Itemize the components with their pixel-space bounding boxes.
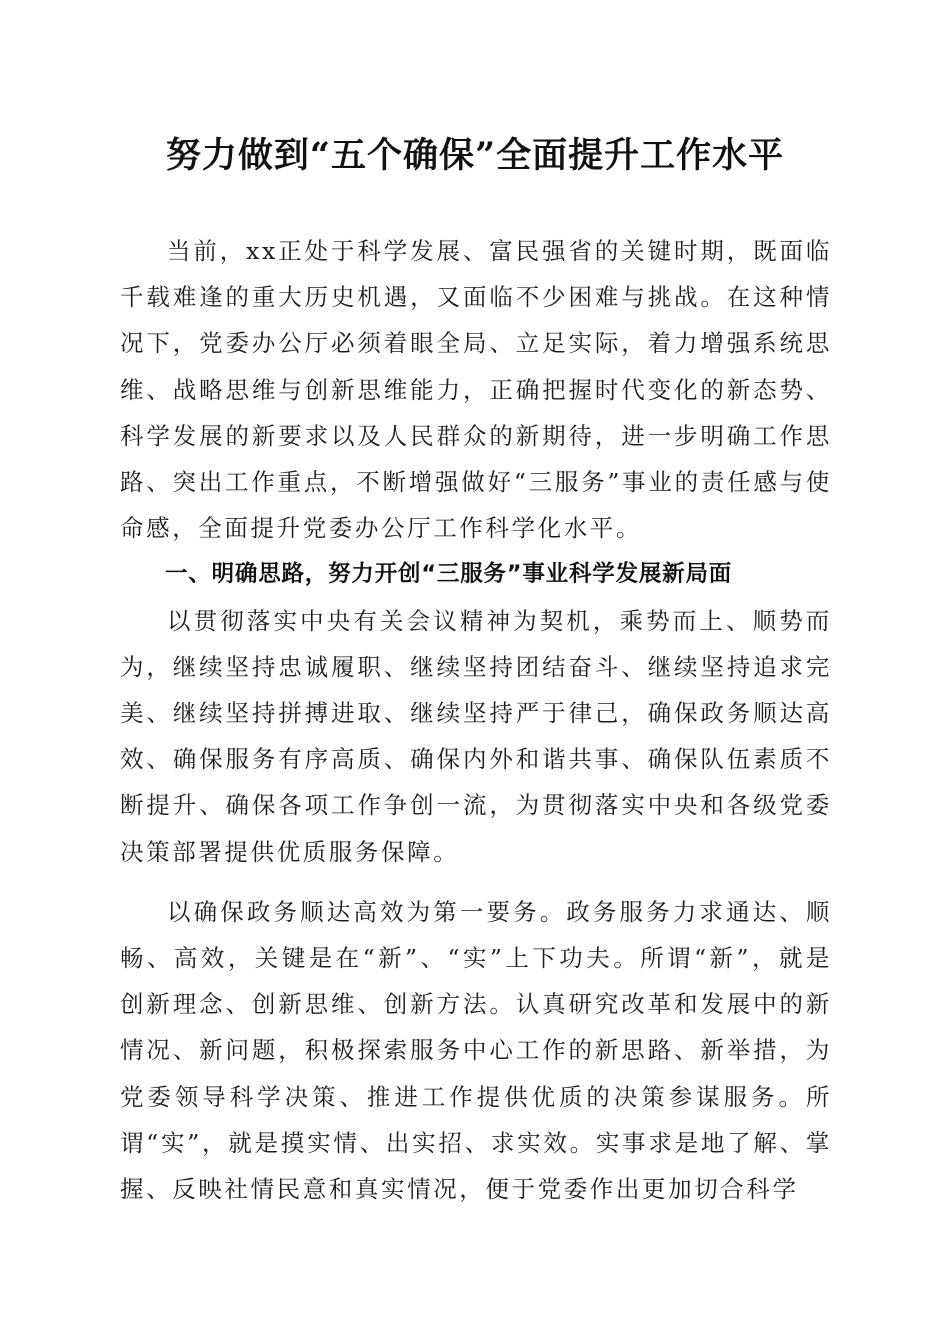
document-title: 努力做到“五个确保”全面提升工作水平 <box>165 135 785 176</box>
document-body <box>120 228 832 1212</box>
body-paragraph: 以确保政务顺达高效为第一要务。政务服务力求通达、顺畅、高效，关键是在“新”、“实”上下功夫。所谓“新”，就是创新理念、创新思维、创新方法。认真研究改革和发展中的新情况、新问题，积极探索服务中心工作的新思路、新举措，为党委领导科学决策、推进工作提供优质的决策参谋服务。所谓“实”，就是摸实情、出实招、求实效。实事求是地了解、掌握、反映社情民意和真实情况，便于党委作出更加切合科学 <box>120 897 832 1204</box>
paragraph-spacer <box>120 875 832 889</box>
section-heading: 一、明确思路，努力开创“三服务”事业科学发展新局面 <box>165 561 733 588</box>
body-paragraph: 以贯彻落实中央有关会议精神为契机，乘势而上、顺势而为，继续坚持忠诚履职、继续坚持团结奋斗、继续坚持追求完美、继续坚持拼搏进取、继续坚持严于律己，确保政务顺达高效、确保服务有序高质、确保内外和谐共事、确保队伍素质不断提升、确保各项工作争创一流，为贯彻落实中央和各级党委决策部署提供优质服务保障。 <box>120 606 832 866</box>
intro-paragraph: 当前，xx正处于科学发展、富民强省的关键时期，既面临千载难逢的重大历史机遇，又面临不少困难与挑战。在这种情况下，党委办公厅必须着眼全局、立足实际，着力增强系统思维、战略思维与创新思维能力，正确把握时代变化的新态势、科学发展的新要求以及人民群众的新期待，进一步明确工作思路、突出工作重点，不断增强做好“三服务”事业的责任感与使命感，全面提升党委办公厅工作科学化水平。 <box>120 237 832 543</box>
